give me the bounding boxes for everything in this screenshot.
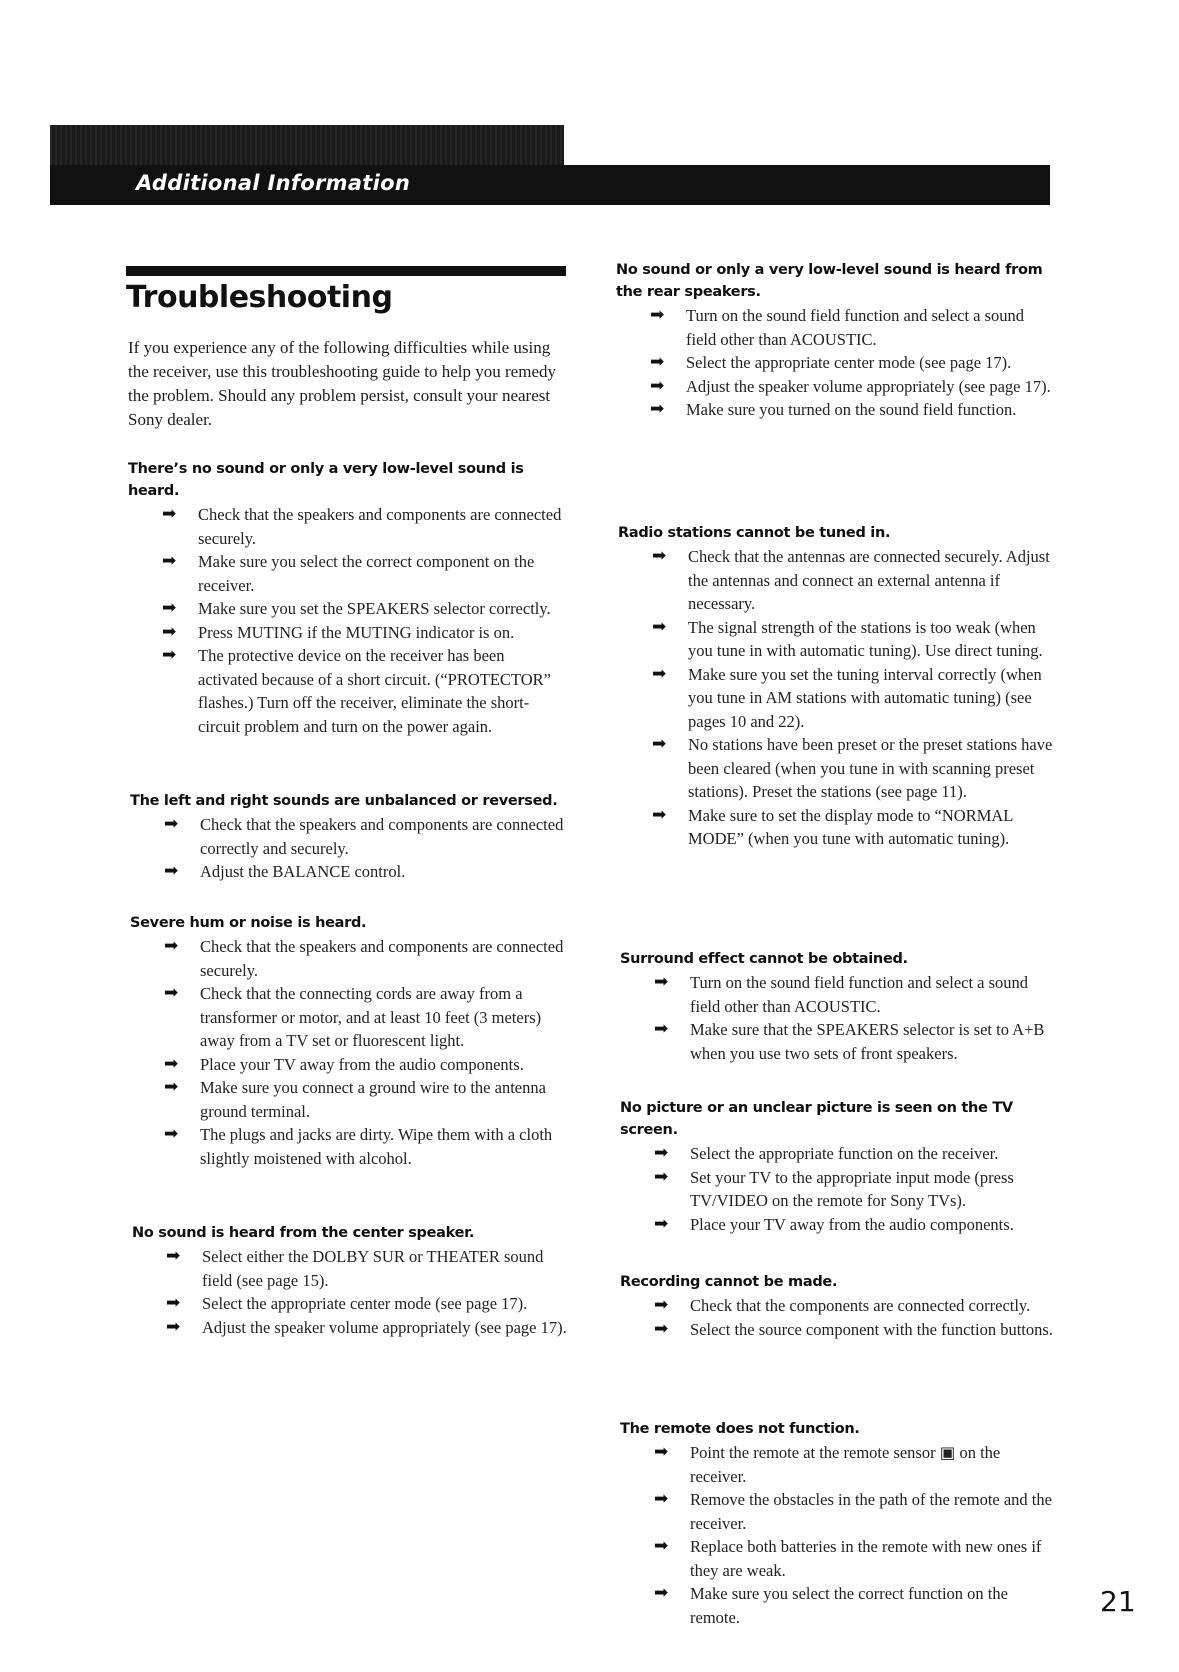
trouble-heading: Severe hum or noise is heard. <box>130 915 367 931</box>
arrow-right-icon: ➡ <box>162 504 177 524</box>
arrow-right-icon: ➡ <box>652 663 667 684</box>
list-item: ➡ Make sure you select the correct component on the receiver. <box>162 551 535 595</box>
list-item: ➡ Remove the obstacles in the path of the remote and the receiver. <box>654 1489 1052 1533</box>
trouble-heading: The remote does not function. <box>620 1421 860 1437</box>
list-item: ➡ Make sure that the SPEAKERS selector is set to A+B when you use two sets of front speakers. <box>654 1019 1045 1063</box>
list-item: ➡ The signal strength of the stations is too weak (when you tune in with automatic tuning). Use direct tuning. <box>652 616 1043 660</box>
list-item: ➡ Set your TV to the appropriate input mode (press TV/VIDEO on the remote for Sony TVs). <box>654 1166 1014 1210</box>
arrow-right-icon: ➡ <box>162 598 177 618</box>
trouble-group-remote <box>620 1418 1060 1629</box>
trouble-group-no-sound <box>128 458 568 738</box>
arrow-right-icon: ➡ <box>162 551 177 571</box>
arrow-right-icon: ➡ <box>164 936 179 956</box>
list-item: ➡ Make sure you set the tuning interval correctly (when you tune in AM stations with automatic tuning) (see pages 10 and 22). <box>652 663 1042 731</box>
trouble-group-recording <box>620 1271 1060 1341</box>
arrow-right-icon: ➡ <box>166 1293 181 1313</box>
trouble-group-unbalanced <box>130 790 570 884</box>
arrow-right-icon: ➡ <box>654 1489 669 1509</box>
list-item: ➡ The protective device on the receiver has been activated because of a short circuit. (“PROTECTOR” flashes.) Turn off the receiver, eliminate the short-circuit problem and turn on the power again. <box>162 645 551 736</box>
list-item: ➡ Check that the connecting cords are away from a transformer or motor, and at least 10 feet (3 meters) away from a TV set or fluorescent light. <box>164 983 542 1050</box>
trouble-heading: No picture or an unclear picture is seen on the TV screen. <box>620 1100 1013 1138</box>
arrow-right-icon: ➡ <box>164 1053 179 1074</box>
arrow-right-icon: ➡ <box>654 1318 669 1339</box>
list-item: ➡ Check that the speakers and components are connected correctly and securely. <box>164 814 564 858</box>
trouble-group-center-speaker <box>132 1222 572 1339</box>
arrow-right-icon: ➡ <box>652 546 667 566</box>
arrow-right-icon: ➡ <box>162 621 177 642</box>
list-item: ➡ Select the source component with the function buttons. <box>620 1318 1060 1342</box>
trouble-heading: No sound or only a very low-level sound is heard from the rear speakers. <box>616 262 1043 300</box>
arrow-right-icon: ➡ <box>650 399 665 419</box>
trouble-heading: There’s no sound or only a very low-level sound is heard. <box>128 461 524 499</box>
arrow-right-icon: ➡ <box>164 861 179 881</box>
arrow-right-icon: ➡ <box>164 1124 179 1144</box>
list-item: ➡ Adjust the BALANCE control. <box>130 860 570 884</box>
arrow-right-icon: ➡ <box>652 616 667 637</box>
trouble-heading: Surround effect cannot be obtained. <box>620 951 908 967</box>
list-item: ➡ Check that the antennas are connected securely. Adjust the antennas and connect an external antenna if necessary. <box>652 546 1050 613</box>
trouble-heading: Radio stations cannot be tuned in. <box>618 525 891 541</box>
arrow-right-icon: ➡ <box>162 645 177 665</box>
list-item: ➡ Adjust the speaker volume appropriately (see page 17). <box>132 1316 572 1340</box>
list-item: ➡ Check that the components are connected correctly. <box>620 1294 1060 1318</box>
list-item: ➡ Select the appropriate center mode (see page 17). <box>132 1292 572 1316</box>
arrow-right-icon: ➡ <box>652 804 667 825</box>
list-item: ➡ Adjust the speaker volume appropriately (see page 17). <box>616 375 1056 399</box>
list-item: ➡ Press MUTING if the MUTING indicator is on. <box>128 621 568 645</box>
arrow-right-icon: ➡ <box>652 734 667 754</box>
arrow-right-icon: ➡ <box>166 1246 181 1266</box>
page-title: Troubleshooting <box>126 280 393 315</box>
arrow-right-icon: ➡ <box>654 972 669 992</box>
list-item: ➡ Select either the DOLBY SUR or THEATER sound field (see page 15). <box>166 1246 544 1290</box>
arrow-right-icon: ➡ <box>164 983 179 1003</box>
arrow-right-icon: ➡ <box>654 1019 669 1039</box>
list-item: ➡ Make sure you set the SPEAKERS selector correctly. <box>128 597 568 621</box>
page-number: 21 <box>1100 1585 1136 1618</box>
list-item: ➡ Point the remote at the remote sensor ▣ on the receiver. <box>654 1442 1001 1486</box>
trouble-heading: The left and right sounds are unbalanced or reversed. <box>130 793 558 809</box>
arrow-right-icon: ➡ <box>654 1442 669 1462</box>
section-title: Additional Information <box>136 171 411 195</box>
trouble-group-radio <box>618 522 1058 851</box>
list-item: ➡ Check that the speakers and components are connected securely. <box>164 936 564 980</box>
trouble-heading: Recording cannot be made. <box>620 1274 838 1290</box>
list-item: ➡ The plugs and jacks are dirty. Wipe them with a cloth slightly moistened with alcohol. <box>164 1124 553 1168</box>
list-item: ➡ No stations have been preset or the preset stations have been cleared (when you tune in with scanning preset stations). Preset the stations (see page 11). <box>652 734 1053 801</box>
trouble-group-surround <box>620 948 1060 1065</box>
list-item: ➡ Make sure you select the correct function on the remote. <box>654 1583 1008 1627</box>
intro-paragraph: If you experience any of the following difficulties while using the receiver, use this troubleshooting guide to help you remedy the problem. Should any problem persist, consult your nearest Sony dealer. <box>128 338 556 429</box>
list-item: ➡ Replace both batteries in the remote with new ones if they are weak. <box>654 1536 1042 1580</box>
list-item: ➡ Place your TV away from the audio components. <box>620 1213 1060 1237</box>
list-item: ➡ Check that the speakers and components are connected securely. <box>162 504 562 548</box>
trouble-heading: No sound is heard from the center speaker. <box>132 1225 475 1241</box>
list-item: ➡ Make sure you connect a ground wire to the antenna ground terminal. <box>164 1077 546 1121</box>
trouble-group-tv-picture <box>620 1097 1060 1236</box>
list-item: ➡ Make sure you turned on the sound field function. <box>616 398 1056 422</box>
arrow-right-icon: ➡ <box>654 1295 669 1315</box>
title-rule <box>126 266 566 276</box>
arrow-right-icon: ➡ <box>164 1077 179 1097</box>
arrow-right-icon: ➡ <box>654 1166 669 1187</box>
list-item: ➡ Select the appropriate function on the receiver. <box>620 1142 1060 1166</box>
trouble-group-hum-noise <box>130 912 570 1170</box>
arrow-right-icon: ➡ <box>650 305 665 325</box>
arrow-right-icon: ➡ <box>164 814 179 834</box>
arrow-right-icon: ➡ <box>654 1143 669 1163</box>
list-item: ➡ Turn on the sound field function and select a sound field other than ACOUSTIC. <box>654 972 1029 1016</box>
list-item: ➡ Place your TV away from the audio components. <box>130 1053 570 1077</box>
arrow-right-icon: ➡ <box>166 1316 181 1337</box>
arrow-right-icon: ➡ <box>654 1213 669 1234</box>
list-item: ➡ Select the appropriate center mode (see page 17). <box>616 351 1056 375</box>
arrow-right-icon: ➡ <box>650 352 665 372</box>
arrow-right-icon: ➡ <box>650 375 665 396</box>
list-item: ➡ Make sure to set the display mode to “NORMAL MODE” (when you tune with automatic tuning). <box>652 804 1013 848</box>
trouble-group-rear-speakers <box>616 259 1056 422</box>
arrow-right-icon: ➡ <box>654 1536 669 1556</box>
arrow-right-icon: ➡ <box>654 1583 669 1603</box>
list-item: ➡ Turn on the sound field function and select a sound field other than ACOUSTIC. <box>650 305 1025 349</box>
